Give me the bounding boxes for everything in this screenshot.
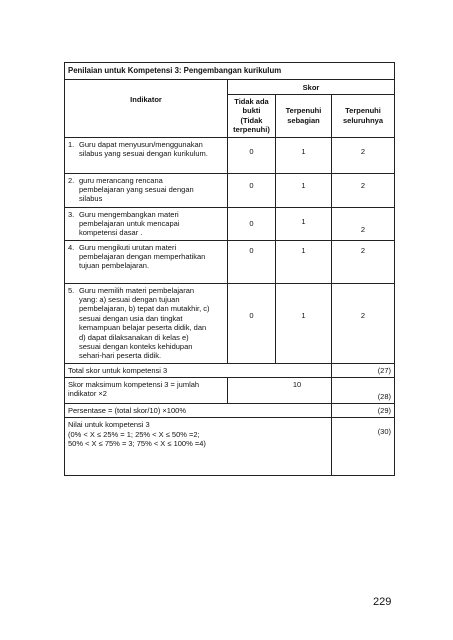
table-row <box>65 283 395 363</box>
table-row <box>65 240 395 283</box>
score-0: 0 <box>228 173 276 207</box>
max-label: Skor maksimum kompetensi 3 = jumlah indikator ×2 <box>65 378 228 404</box>
indicator-text: Guru dapat menyusun/menggunakan silabus yang sesuai dengan kurikulum. <box>79 139 208 158</box>
col-tidak-terpenuhi-header: Tidak ada bukti (Tidak terpenuhi) <box>228 95 276 138</box>
percentage-row <box>65 404 395 418</box>
score-1: 1 <box>276 207 332 240</box>
score-1: 1 <box>276 283 332 363</box>
max-row <box>65 378 395 404</box>
row-number: 4. <box>68 242 75 252</box>
score-2: 2 <box>332 137 395 173</box>
nilai-row <box>65 418 395 476</box>
score-0: 0 <box>228 137 276 173</box>
score-2: 2 <box>332 283 395 363</box>
max-code: (28) <box>332 378 395 404</box>
nilai-code: (30) <box>332 418 395 476</box>
table-row <box>65 173 395 207</box>
table-title: Penilaian untuk Kompetensi 3: Pengembangan kurikulum <box>65 63 395 80</box>
percentage-code: (29) <box>332 404 395 418</box>
total-code: (27) <box>332 363 395 377</box>
score-2: 2 <box>332 207 395 240</box>
indicator-text: guru merancang rencana pembelajaran yang sesuai dengan silabus <box>79 175 194 204</box>
skor-header: Skor <box>228 79 395 94</box>
row-number: 5. <box>68 285 75 295</box>
indicator-text: Guru mengembangkan materi pembelajaran untuk mencapai kompetensi dasar . <box>79 209 180 238</box>
nilai-range-2: 50% < X ≤ 75% = 3; 75% < X ≤ 100% =4) <box>68 439 206 449</box>
score-1: 1 <box>276 137 332 173</box>
indicator-text: Guru mengikuti urutan materi pembelajaran dengan memperhatikan tujuan pembelajaran. <box>79 242 206 271</box>
row-number: 2. <box>68 175 75 185</box>
score-1: 1 <box>276 173 332 207</box>
score-0: 0 <box>228 240 276 283</box>
table-row <box>65 137 395 173</box>
score-2: 2 <box>332 173 395 207</box>
table-row <box>65 207 395 240</box>
row-number: 1. <box>68 139 75 149</box>
indicator-text: Guru memilih materi pembelajaran yang: a) sesuai dengan tujuan pembelajaran, b) tepat dan mutakhir, c) sesuai dengan usia dan tingkat kemampuan belajar peserta didik, dan d) dapat dilaksanakan di kelas e) sesuai dengan konteks kehidupan sehari-hari peserta didik. <box>79 285 210 361</box>
nilai-range-1: (0% < X ≤ 25% = 1; 25% < X ≤ 50% =2; <box>68 429 200 439</box>
col-terpenuhi-sebagian-header: Terpenuhi sebagian <box>276 95 332 138</box>
row-number: 3. <box>68 209 75 219</box>
percentage-label: Persentase = (total skor/10) ×100% <box>65 404 332 418</box>
total-label: Total skor untuk kompetensi 3 <box>65 363 332 377</box>
score-1: 1 <box>276 240 332 283</box>
nilai-title: Nilai untuk kompetensi 3 <box>68 420 150 430</box>
max-value: 10 <box>228 378 332 404</box>
total-row <box>65 363 395 377</box>
indikator-header: Indikator <box>65 79 228 137</box>
page-number: 229 <box>373 596 392 608</box>
score-2: 2 <box>332 240 395 283</box>
col-terpenuhi-seluruhnya-header: Terpenuhi seluruhnya <box>332 95 395 138</box>
assessment-table <box>64 62 395 476</box>
score-0: 0 <box>228 283 276 363</box>
score-0: 0 <box>228 207 276 240</box>
